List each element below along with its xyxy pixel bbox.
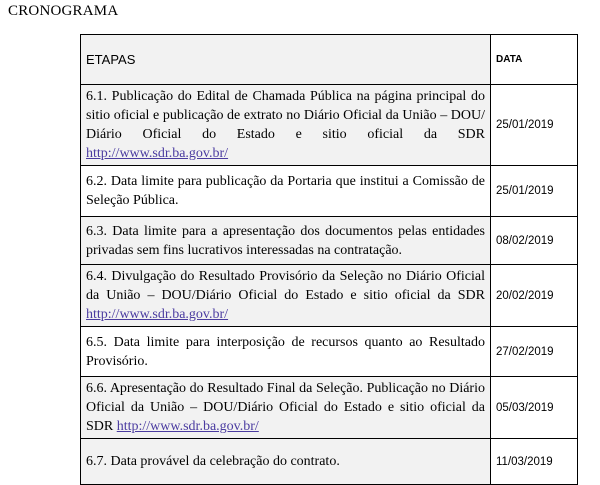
etapa-cell bbox=[81, 166, 491, 217]
page-title: CRONOGRAMA bbox=[8, 3, 119, 19]
table-row bbox=[81, 217, 578, 265]
etapa-text: 6.6. Apresentação do Resultado Final da Seleção. Publicação no Diário Oficial da União – DOU/Diário Oficial do Estado e sitio oficial da SDR bbox=[86, 381, 485, 434]
date-cell: 08/02/2019 bbox=[491, 217, 578, 265]
table-row bbox=[81, 265, 578, 327]
table-row bbox=[81, 377, 578, 439]
etapa-cell bbox=[81, 85, 491, 166]
header-data: DATA bbox=[491, 35, 578, 85]
sdr-link[interactable]: http://www.sdr.ba.gov.br/ bbox=[116, 419, 259, 434]
etapa-text: 6.5. Data limite para interposição de recursos quanto ao Resultado Provisório. bbox=[86, 334, 485, 369]
etapa-text: 6.1. Publicação do Edital de Chamada Pública na página principal do sitio oficial e publicação de extrato no Diário Oficial da União – DOU/ Diário Oficial do Estado e sitio oficial da SDR bbox=[86, 89, 485, 142]
etapa-cell bbox=[81, 377, 491, 439]
header-etapas: ETAPAS bbox=[81, 35, 491, 85]
etapa-cell bbox=[81, 439, 491, 485]
date-cell: 20/02/2019 bbox=[491, 265, 578, 327]
etapa-cell bbox=[81, 265, 491, 327]
etapa-text: 6.3. Data limite para a apresentação dos documentos pelas entidades privadas sem fins lucrativos interessadas na contratação. bbox=[86, 223, 485, 258]
etapa-text: 6.2. Data limite para publicação da Portaria que institui a Comissão de Seleção Pública. bbox=[86, 174, 485, 208]
date-cell: 25/01/2019 bbox=[491, 166, 578, 217]
date-cell: 27/02/2019 bbox=[491, 327, 578, 377]
table-row bbox=[81, 439, 578, 485]
etapa-text: 6.7. Data provável da celebração do contrato. bbox=[86, 454, 340, 469]
sdr-link[interactable]: http://www.sdr.ba.gov.br/ bbox=[86, 146, 229, 161]
etapa-text: 6.4. Divulgação do Resultado Provisório da Seleção no Diário Oficial da União – DOU/Diário Oficial do Estado e sitio oficial da SDR bbox=[86, 269, 485, 303]
etapa-cell bbox=[81, 327, 491, 377]
date-cell: 25/01/2019 bbox=[491, 85, 578, 166]
sdr-link[interactable]: http://www.sdr.ba.gov.br/ bbox=[86, 307, 229, 322]
date-cell: 05/03/2019 bbox=[491, 377, 578, 439]
table-row bbox=[81, 85, 578, 166]
table-row bbox=[81, 166, 578, 217]
etapa-cell bbox=[81, 217, 491, 265]
table-row bbox=[81, 327, 578, 377]
table-header-row bbox=[81, 35, 578, 85]
schedule-table bbox=[80, 34, 578, 485]
date-cell: 11/03/2019 bbox=[491, 439, 578, 485]
